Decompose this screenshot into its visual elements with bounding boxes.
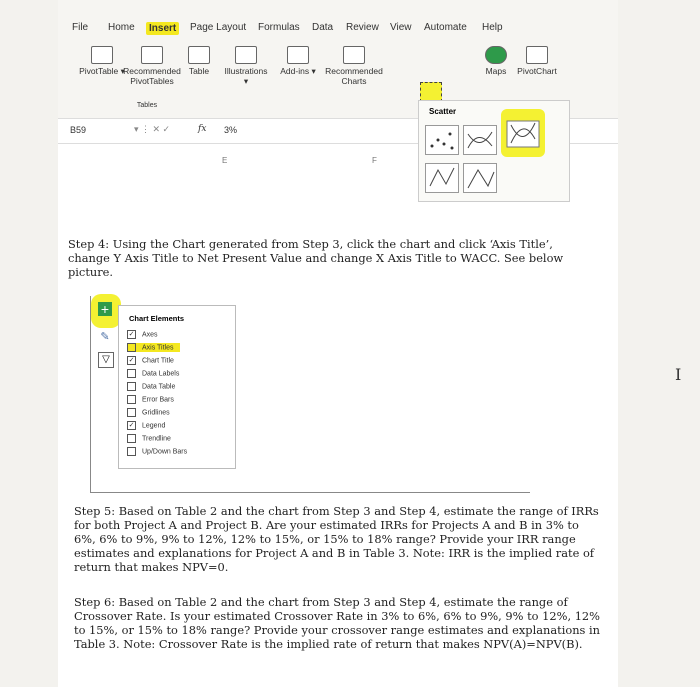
checkbox-icon[interactable] — [127, 382, 136, 391]
tab-help[interactable]: Help — [482, 22, 503, 33]
text-cursor-icon: I — [675, 365, 682, 384]
column-header-f: F — [372, 156, 377, 165]
tab-home[interactable]: Home — [108, 22, 135, 33]
pivottable-button[interactable]: PivotTable ▾ — [70, 46, 134, 76]
chart-element-label: Axes — [142, 331, 158, 339]
chart-elements-plus-icon[interactable]: + — [98, 302, 112, 316]
scatter-markers-icon[interactable] — [425, 125, 459, 155]
checkbox-icon[interactable] — [127, 434, 136, 443]
scatter-smooth-lines-highlight[interactable] — [501, 109, 545, 157]
tab-formulas[interactable]: Formulas — [258, 22, 300, 33]
chart-element-item[interactable] — [127, 356, 174, 365]
tables-group-label: Tables — [136, 102, 158, 109]
checkbox-icon[interactable]: ✓ — [128, 422, 135, 429]
scatter-label: Scatter — [429, 107, 457, 116]
scatter-chart-menu — [418, 100, 570, 202]
checkbox-icon[interactable]: ✓ — [128, 331, 135, 338]
chart-element-item[interactable] — [127, 343, 180, 352]
shapes-icon — [235, 46, 257, 64]
chart-element-item[interactable] — [127, 408, 170, 417]
checkbox-icon[interactable] — [127, 395, 136, 404]
chart-element-item[interactable] — [127, 330, 158, 339]
maps-button[interactable]: Maps — [476, 46, 516, 76]
illustrations-button[interactable]: Illustrations ▾ — [216, 46, 276, 86]
scatter-straight-lines-icon[interactable] — [463, 163, 497, 193]
table-icon — [188, 46, 210, 64]
chart-selection-frame — [90, 296, 91, 492]
checkbox-icon[interactable]: ✓ — [128, 357, 135, 364]
step-4-text: Step 4: Using the Chart generated from Step 3, click the chart and click ‘Axis Title’, change Y Axis Title to Net Present Value and change X Axis Title to WACC. See below picture. — [68, 237, 564, 279]
scatter-chart-icon[interactable] — [420, 82, 442, 102]
addins-button[interactable]: Add-ins ▾ — [280, 46, 316, 76]
chart-filter-icon[interactable]: ▽ — [98, 352, 114, 368]
chart-element-item[interactable] — [127, 447, 187, 456]
step-5-text: Step 5: Based on Table 2 and the chart from Step 3 and Step 4, estimate the range of IRRs for both Project A and Project B. Are your estimated IRRs for Projects A and B in 3% to 6%, 6% to 9%, 9% to 12%, 12% to 15%, or 15% to 18% range? Provide your IRR range estimates and explanations for Project A and B in Table 3. Note: IRR is the implied rate of return that makes NPV=0. — [74, 504, 599, 574]
pivotchart-icon — [526, 46, 548, 64]
chart-element-label: Axis Titles — [142, 344, 174, 352]
chart-element-item[interactable] — [127, 395, 174, 404]
chart-selection-bottom — [90, 492, 530, 493]
chart-element-label: Data Labels — [142, 370, 180, 378]
chart-styles-brush-icon[interactable]: ✎ — [100, 331, 110, 343]
globe-icon — [485, 46, 507, 64]
scatter-smooth-markers-icon[interactable] — [463, 125, 497, 155]
checkbox-icon[interactable] — [127, 369, 136, 378]
tab-insert[interactable]: Insert — [146, 22, 179, 35]
tab-automate[interactable]: Automate — [424, 22, 467, 33]
chart-elements-title: Chart Elements — [129, 314, 185, 323]
chart-element-label: Data Table — [142, 383, 176, 391]
pivot-icon — [91, 46, 113, 64]
chart-element-item[interactable] — [127, 382, 175, 391]
charts-icon — [343, 46, 365, 64]
recommended-pivottables-button[interactable]: Recommended PivotTables — [120, 46, 184, 86]
chart-elements-panel — [118, 305, 236, 469]
recommended-pivot-icon — [141, 46, 163, 64]
checkbox-icon[interactable] — [127, 408, 136, 417]
chart-element-item[interactable] — [127, 434, 171, 443]
formula-value[interactable]: 3% — [224, 125, 238, 135]
chart-element-label: Gridlines — [142, 409, 170, 417]
formula-controls-icon: ▾ ⋮ ✕ ✓ — [134, 124, 171, 134]
chart-element-label: Error Bars — [142, 396, 174, 404]
recommended-charts-button[interactable]: Recommended Charts — [322, 46, 386, 86]
column-header-e: E — [222, 156, 228, 165]
checkbox-icon[interactable] — [127, 447, 136, 456]
chart-element-label: Up/Down Bars — [142, 448, 188, 456]
checkbox-icon[interactable] — [127, 343, 136, 352]
fx-icon[interactable]: fx — [198, 124, 207, 134]
chart-element-label: Legend — [142, 422, 166, 430]
chart-element-label: Trendline — [142, 435, 171, 443]
step-6-text: Step 6: Based on Table 2 and the chart from Step 3 and Step 4, estimate the range of Crossover Rate. Is your estimated Crossover Rate in 3% to 6%, 6% to 9%, 9% to 12%, 12% to 15%, or 15% to 18% range? Provide your crossover range estimates and explanations in Table 3. Note: Crossover Rate is the implied rate of return that makes NPV(A)=NPV(B). — [74, 595, 601, 651]
tab-file[interactable]: File — [72, 22, 89, 33]
chart-element-label: Chart Title — [142, 357, 174, 365]
name-box[interactable]: B59 — [70, 125, 87, 135]
chart-element-item[interactable] — [127, 369, 179, 378]
addins-icon — [287, 46, 309, 64]
chart-element-item[interactable] — [127, 421, 165, 430]
tab-review[interactable]: Review — [346, 22, 379, 33]
tab-page-layout[interactable]: Page Layout — [190, 22, 247, 33]
tab-data[interactable]: Data — [312, 22, 334, 33]
pivotchart-button[interactable]: PivotChart — [512, 46, 562, 76]
document-page — [58, 0, 618, 687]
scatter-straight-markers-icon[interactable] — [425, 163, 459, 193]
tab-view[interactable]: View — [390, 22, 412, 33]
table-button[interactable]: Table — [182, 46, 216, 76]
